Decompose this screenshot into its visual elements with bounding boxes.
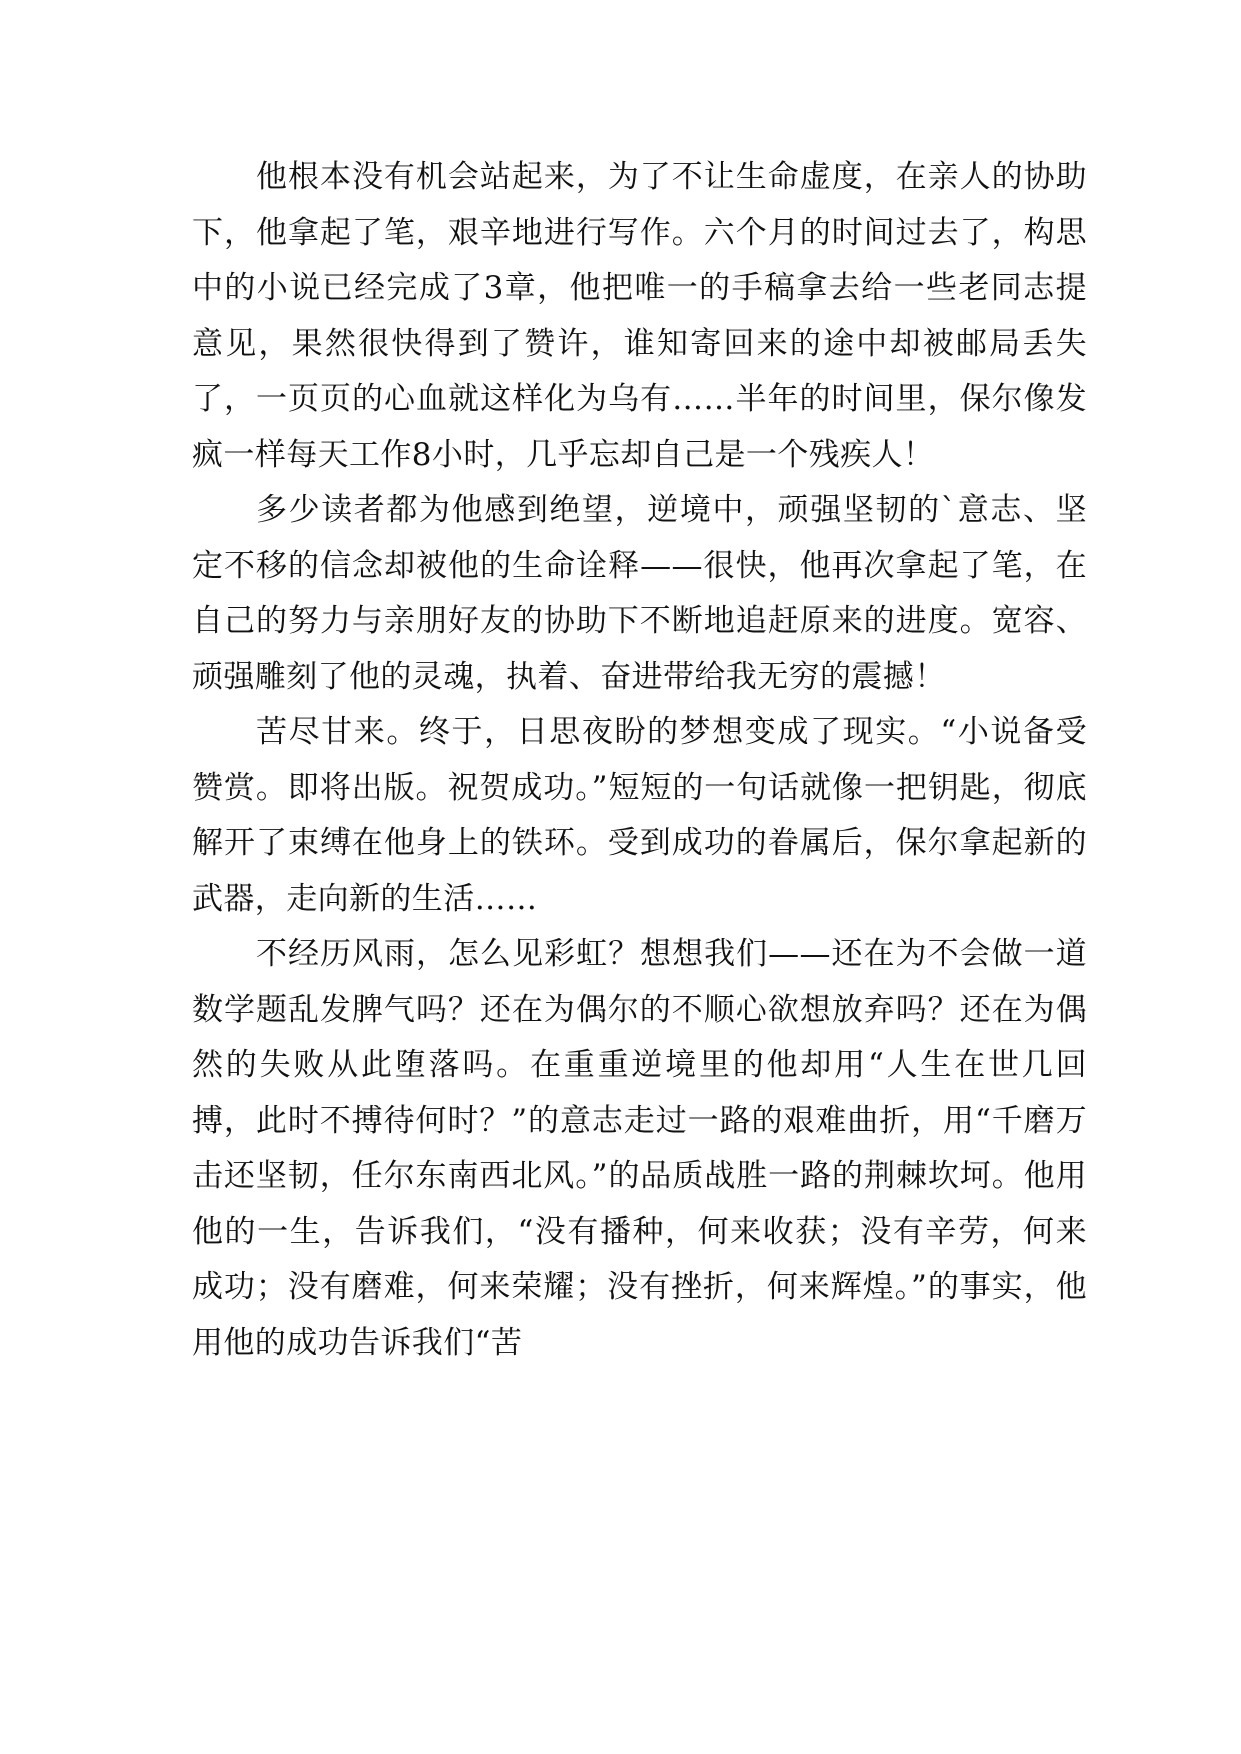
paragraph-4: 不经历风雨，怎么见彩虹？想想我们——还在为不会做一道数学题乱发脾气吗？还在为偶尔的不顺心欲想放弃吗？还在为偶然的失败从此堕落吗。在重重逆境里的他却用“人生在世几回搏，此时不搏待何时？”的意志走过一路的艰难曲折，用“千磨万击还坚韧，任尔东南西北风。”的品质战胜一路的荆棘坎坷。他用他的一生，告诉我们，“没有播种，何来收获；没有辛劳，何来成功；没有磨难，何来荣耀；没有挫折，何来辉煌。”的事实，他用他的成功告诉我们“苦 — [192, 936, 1087, 1361]
paragraph-3: 苦尽甘来。终于，日思夜盼的梦想变成了现实。“小说备受赞赏。即将出版。祝贺成功。”短短的一句话就像一把钥匙，彻底解开了束缚在他身上的铁环。受到成功的眷属后，保尔拿起新的武器，走向新的生活…… — [192, 714, 1087, 917]
document-page — [192, 150, 1087, 1371]
paragraph-1: 他根本没有机会站起来，为了不让生命虚度，在亲人的协助下，他拿起了笔，艰辛地进行写作。六个月的时间过去了，构思中的小说已经完成了3章，他把唯一的手稿拿去给一些老同志提意见，果然很快得到了赞许，谁知寄回来的途中却被邮局丢失了，一页页的心血就这样化为乌有……半年的时间里，保尔像发疯一样每天工作8小时，几乎忘却自己是一个残疾人！ — [192, 159, 1087, 473]
paragraph-2: 多少读者都为他感到绝望，逆境中，顽强坚韧的`意志、坚定不移的信念却被他的生命诠释——很快，他再次拿起了笔，在自己的努力与亲朋好友的协助下不断地追赶原来的进度。宽容、顽强雕刻了他的灵魂，执着、奋进带给我无穷的震撼！ — [192, 492, 1087, 695]
